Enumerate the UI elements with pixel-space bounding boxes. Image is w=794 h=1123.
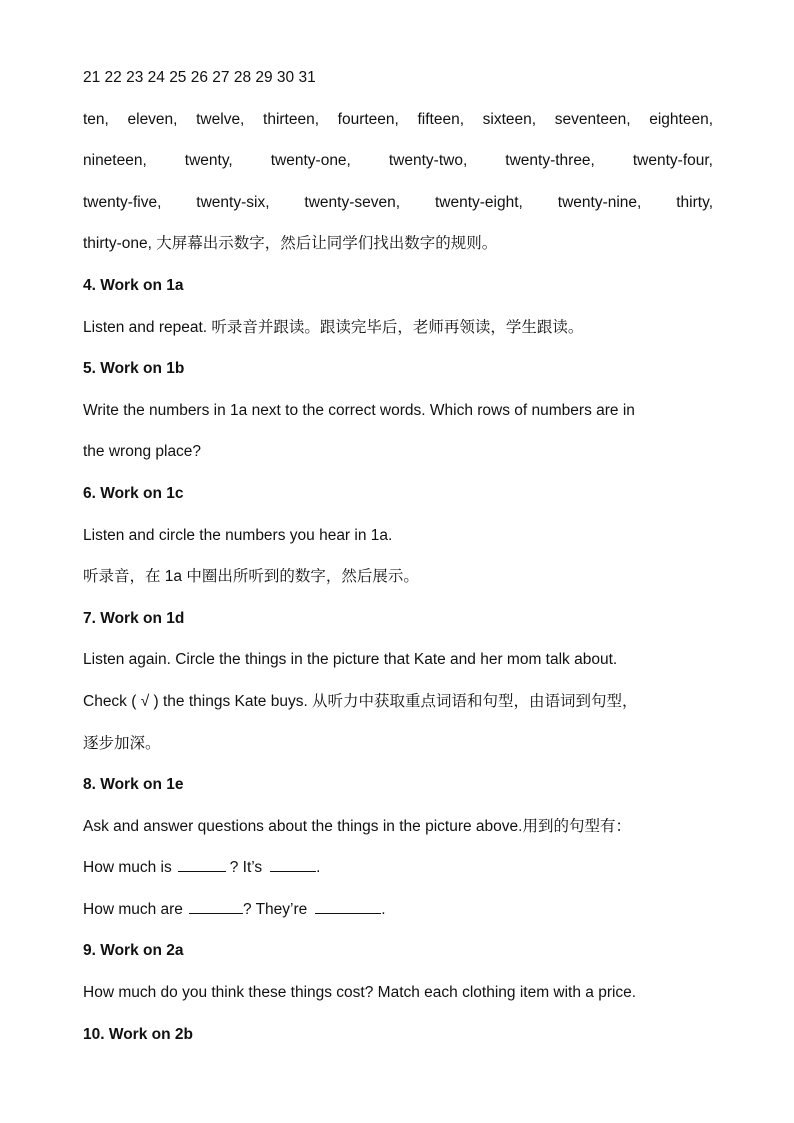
pattern-answer: ? They’re <box>242 900 308 918</box>
number-word: twenty-six, <box>196 193 270 211</box>
section-5-text-line-2: the wrong place? <box>83 443 202 461</box>
section-heading-7: 7. Work on 1d <box>83 609 185 627</box>
number-word: fifteen, <box>417 110 465 128</box>
number-word: eighteen, <box>649 110 713 128</box>
number-word: twenty-four, <box>632 152 713 170</box>
section-6-text-line-1: Listen and circle the numbers you hear in 1a. <box>83 526 393 544</box>
section-7-text-line-3: 逐步加深。 <box>83 734 161 752</box>
section-6-text-line-2: 听录音，在 1a 中圈出所听到的数字，然后展示。 <box>83 568 419 586</box>
number-word: twenty-one, <box>270 152 351 170</box>
section-7-text-line-2: Check ( √ ) the things Kate buys. 从听力中获取重点词语和句型，由语词到句型， <box>83 692 638 710</box>
number-word: eleven, <box>127 110 178 128</box>
number-words-row-4: thirty-one, 大屏幕出示数字，然后让同学们找出数字的规则。 <box>83 235 498 253</box>
number-word: nineteen, <box>83 152 147 170</box>
number-word: twenty-three, <box>505 152 595 170</box>
pattern-end: . <box>316 859 321 877</box>
sentence-pattern-1 <box>83 852 713 894</box>
section-8-text: Ask and answer questions about the things in the picture above.用到的句型有： <box>83 817 631 835</box>
section-heading-5: 5. Work on 1b <box>83 360 185 378</box>
section-heading-10: 10. Work on 2b <box>83 1025 193 1043</box>
numbers-line: 21 22 23 24 25 26 27 28 29 30 31 <box>83 69 316 86</box>
fill-in-blank <box>178 857 226 872</box>
section-4-text: Listen and repeat. 听录音并跟读。跟读完毕后，老师再领读，学生跟读。 <box>83 318 584 336</box>
number-words-row-3 <box>83 187 713 229</box>
number-word: twelve, <box>196 110 245 128</box>
number-words-row-1 <box>83 104 713 146</box>
section-5-text-line-1: Write the numbers in 1a next to the correct words. Which rows of numbers are in <box>83 401 635 419</box>
document-body <box>83 62 713 1060</box>
number-word: ten, <box>83 110 109 128</box>
number-word: twenty, <box>184 152 233 170</box>
section-heading-8: 8. Work on 1e <box>83 776 184 794</box>
number-words-row-2 <box>83 145 713 187</box>
number-word: sixteen, <box>482 110 537 128</box>
number-word: fourteen, <box>337 110 399 128</box>
pattern-end: . <box>381 900 386 918</box>
fill-in-blank <box>315 899 381 914</box>
number-word: twenty-two, <box>388 152 468 170</box>
section-9-text: How much do you think these things cost? Match each clothing item with a price. <box>83 984 637 1002</box>
section-heading-6: 6. Work on 1c <box>83 484 184 502</box>
number-word: twenty-five, <box>83 193 162 211</box>
number-word: thirty, <box>676 193 713 211</box>
pattern-question: How much is <box>83 859 172 877</box>
pattern-question: How much are <box>83 900 183 918</box>
fill-in-blank <box>270 857 316 872</box>
section-7-text-line-1: Listen again. Circle the things in the picture that Kate and her mom talk about. <box>83 651 618 669</box>
number-word: seventeen, <box>554 110 631 128</box>
section-heading-4: 4. Work on 1a <box>83 276 184 294</box>
number-word: twenty-seven, <box>304 193 401 211</box>
fill-in-blank <box>189 899 243 914</box>
section-heading-9: 9. Work on 2a <box>83 942 184 960</box>
number-word: twenty-eight, <box>434 193 523 211</box>
number-word: twenty-nine, <box>557 193 642 211</box>
number-word: thirteen, <box>263 110 320 128</box>
pattern-answer: ? It’s <box>229 859 263 877</box>
sentence-pattern-2 <box>83 894 713 936</box>
